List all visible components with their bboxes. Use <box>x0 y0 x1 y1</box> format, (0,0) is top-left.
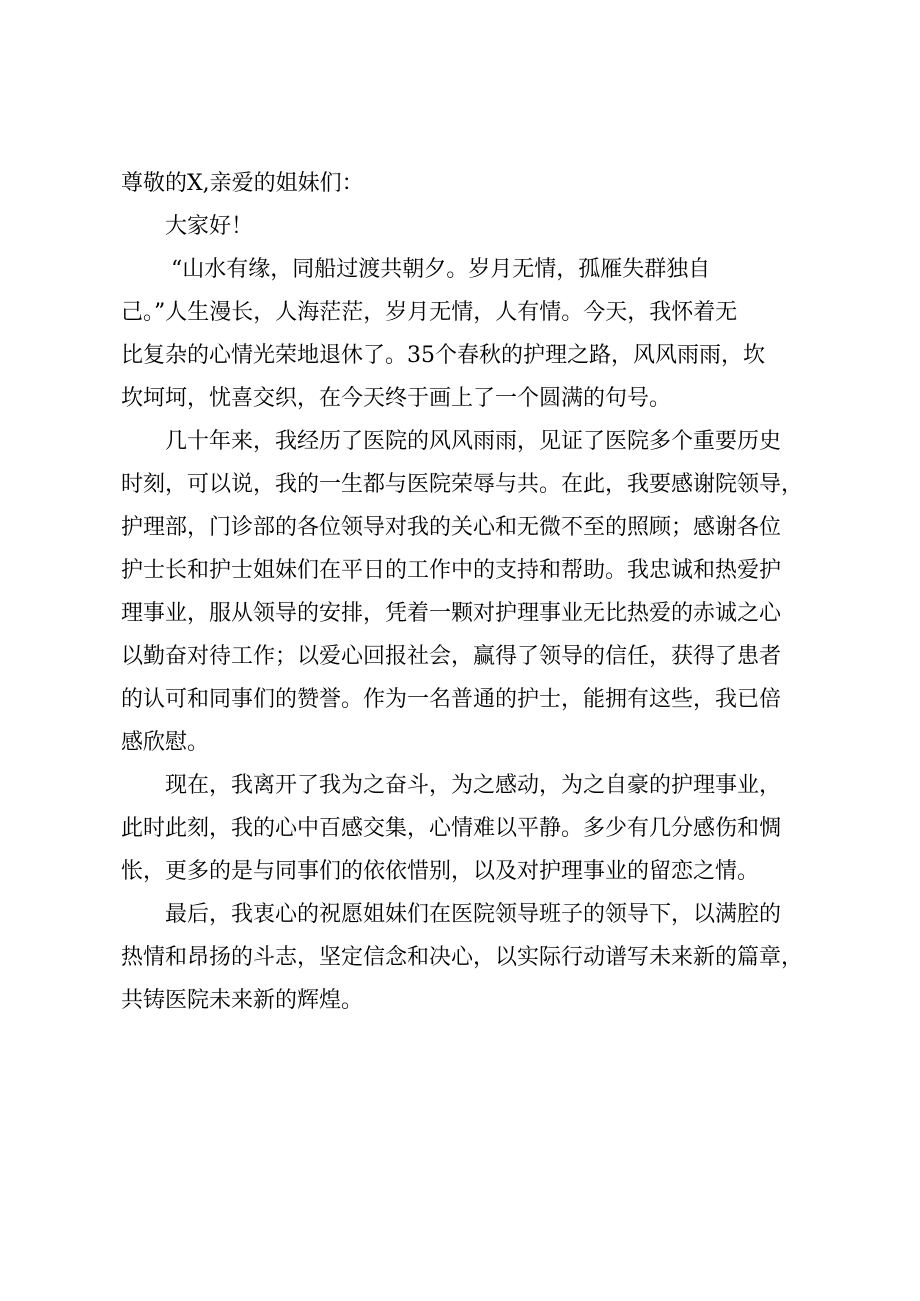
paragraph-line: 最后，我衷心的祝愿姐妹们在医院领导班子的领导下，以满腔的 <box>165 902 782 927</box>
paragraph-line: 此时此刻，我的心中百感交集，心情难以平静。多少有几分感伤和惆 <box>121 816 782 841</box>
paragraph-line: 现在，我离开了我为之奋斗，为之感动，为之自豪的护理事业， <box>165 773 782 798</box>
paragraph-line: 以勤奋对待工作；以爱心回报社会，赢得了领导的信任，获得了患者 <box>121 644 782 669</box>
greeting: 大家好！ <box>165 214 254 239</box>
paragraph-line: 感欣慰。 <box>121 730 210 755</box>
paragraph-line: 的认可和同事们的赞誉。作为一名普通的护士，能拥有这些，我已倍 <box>121 687 782 712</box>
paragraph-4 <box>121 893 811 1022</box>
paragraph-line: 几十年来，我经历了医院的风风雨雨，见证了医院多个重要历史 <box>165 429 782 454</box>
paragraph-line: 怅，更多的是与同事们的依依惜别，以及对护理事业的留恋之情。 <box>121 859 760 884</box>
paragraph-3 <box>121 764 811 893</box>
paragraph-line: 时刻，可以说，我的一生都与医院荣辱与共。在此，我要感谢院领导， <box>121 472 804 497</box>
salutation: 尊敬的X,亲爱的姐妹们： <box>121 171 364 196</box>
paragraph-1 <box>121 248 811 420</box>
paragraph-line: 比复杂的心情光荣地退休了。35个春秋的护理之路，风风雨雨，坎 <box>121 343 765 368</box>
letter-body <box>121 162 811 1022</box>
paragraph-line: 共铸医院未来新的辉煌。 <box>121 988 364 1013</box>
paragraph-line: 理事业，服从领导的安排，凭着一颗对护理事业无比热爱的赤诚之心 <box>121 601 782 626</box>
paragraph-line: 坎坷坷，忧喜交织，在今天终于画上了一个圆满的句号。 <box>121 386 672 411</box>
paragraph-2 <box>121 420 811 764</box>
paragraph-line: “山水有缘，同船过渡共朝夕。岁月无情，孤雁失群独自 <box>171 257 711 282</box>
paragraph-line: 热情和昂扬的斗志，坚定信念和决心，以实际行动谱写未来新的篇章， <box>121 945 804 970</box>
paragraph-line: 己。”人生漫长，人海茫茫，岁月无情，人有情。今天，我怀着无 <box>121 300 738 325</box>
paragraph-line: 护士长和护士姐妹们在平日的工作中的支持和帮助。我忠诚和热爱护 <box>121 558 782 583</box>
paragraph-line: 护理部，门诊部的各位领导对我的关心和无微不至的照顾；感谢各位 <box>121 515 782 540</box>
